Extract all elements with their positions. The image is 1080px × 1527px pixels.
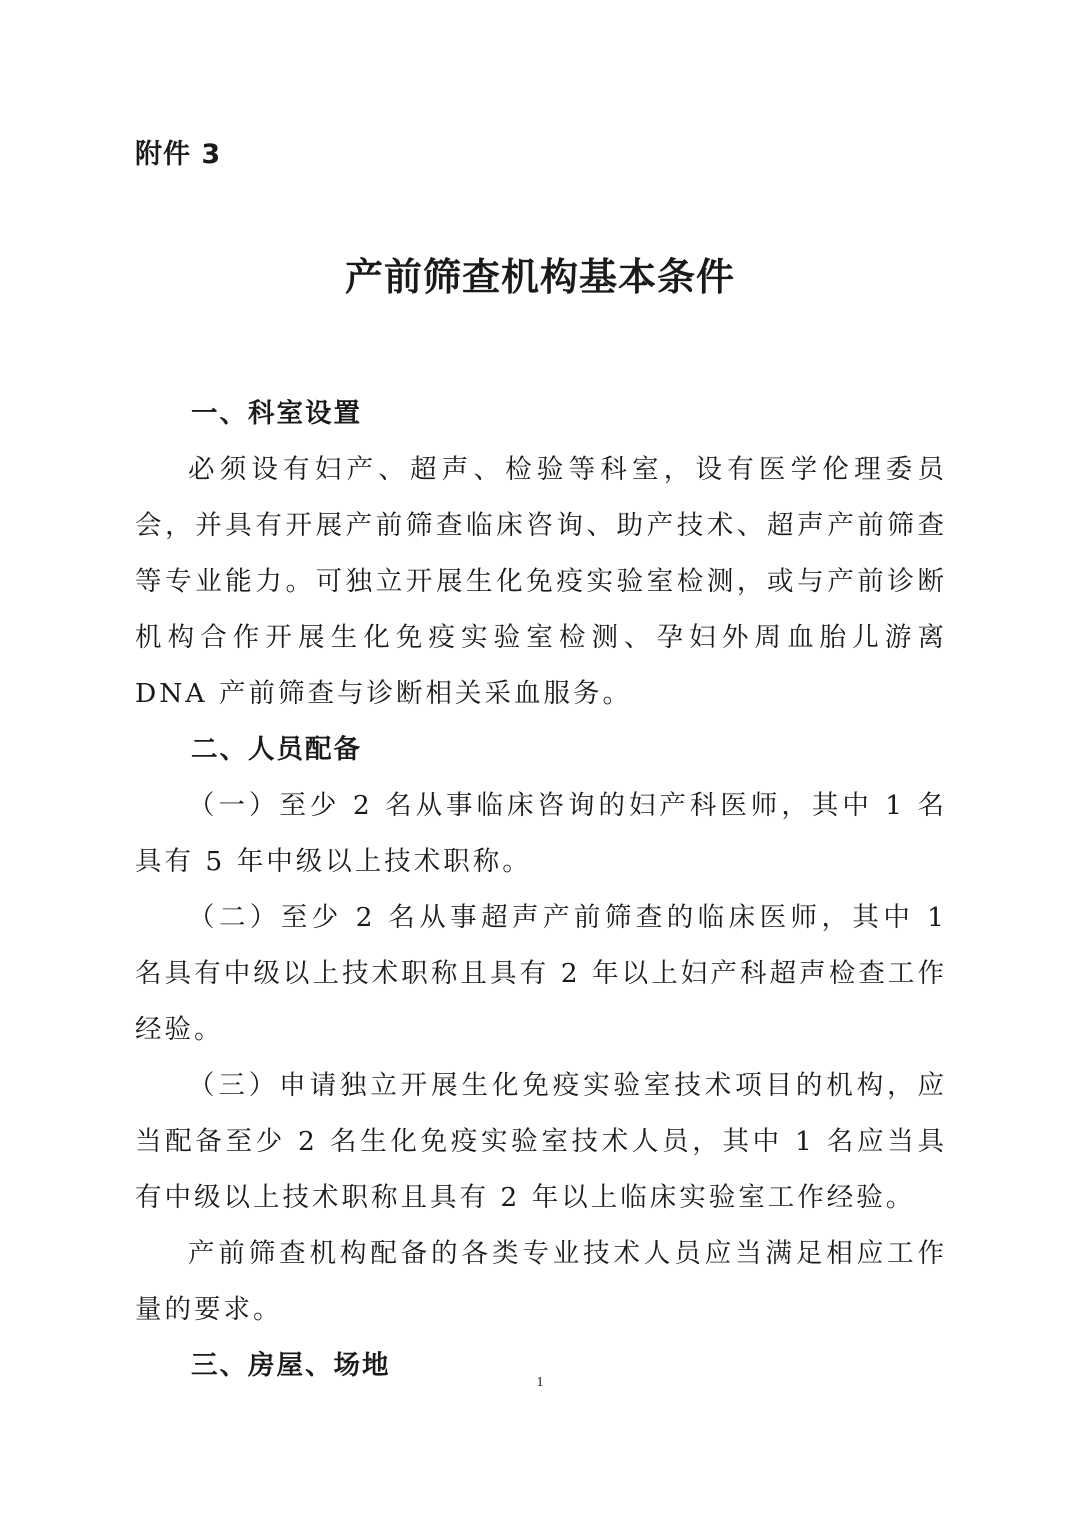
document-title: 产前筛查机构基本条件 [344,255,735,299]
attachment-label: 附件 3 [135,139,222,170]
section-heading-staffing: 二、人员配备 [191,734,362,765]
document-body [135,386,947,1394]
paragraph-staffing-4: 产前筛查机构配备的各类专业技术人员应当满足相应工作量的要求。 [135,1238,947,1325]
section-heading-premises: 三、房屋、场地 [191,1350,391,1381]
paragraph-staffing-2: （二）至少 2 名从事超声产前筛查的临床医师，其中 1 名具有中级以上技术职称且具有 2 年以上妇产科超声检查工作经验。 [135,902,947,1045]
page-number: 1 [536,1375,544,1390]
paragraph-staffing-1: （一）至少 2 名从事临床咨询的妇产科医师，其中 1 名具有 5 年中级以上技术职称。 [135,790,947,877]
section-heading-departments: 一、科室设置 [191,398,362,429]
paragraph-departments: 必须设有妇产、超声、检验等科室，设有医学伦理委员会，并具有开展产前筛查临床咨询、助产技术、超声产前筛查等专业能力。可独立开展生化免疫实验室检测，或与产前诊断机构合作开展生化免疫实验室检测、孕妇外周血胎儿游离 DNA 产前筛查与诊断相关采血服务。 [135,454,947,709]
paragraph-staffing-3: （三）申请独立开展生化免疫实验室技术项目的机构，应当配备至少 2 名生化免疫实验室技术人员，其中 1 名应当具有中级以上技术职称且具有 2 年以上临床实验室工作经验。 [135,1070,947,1213]
